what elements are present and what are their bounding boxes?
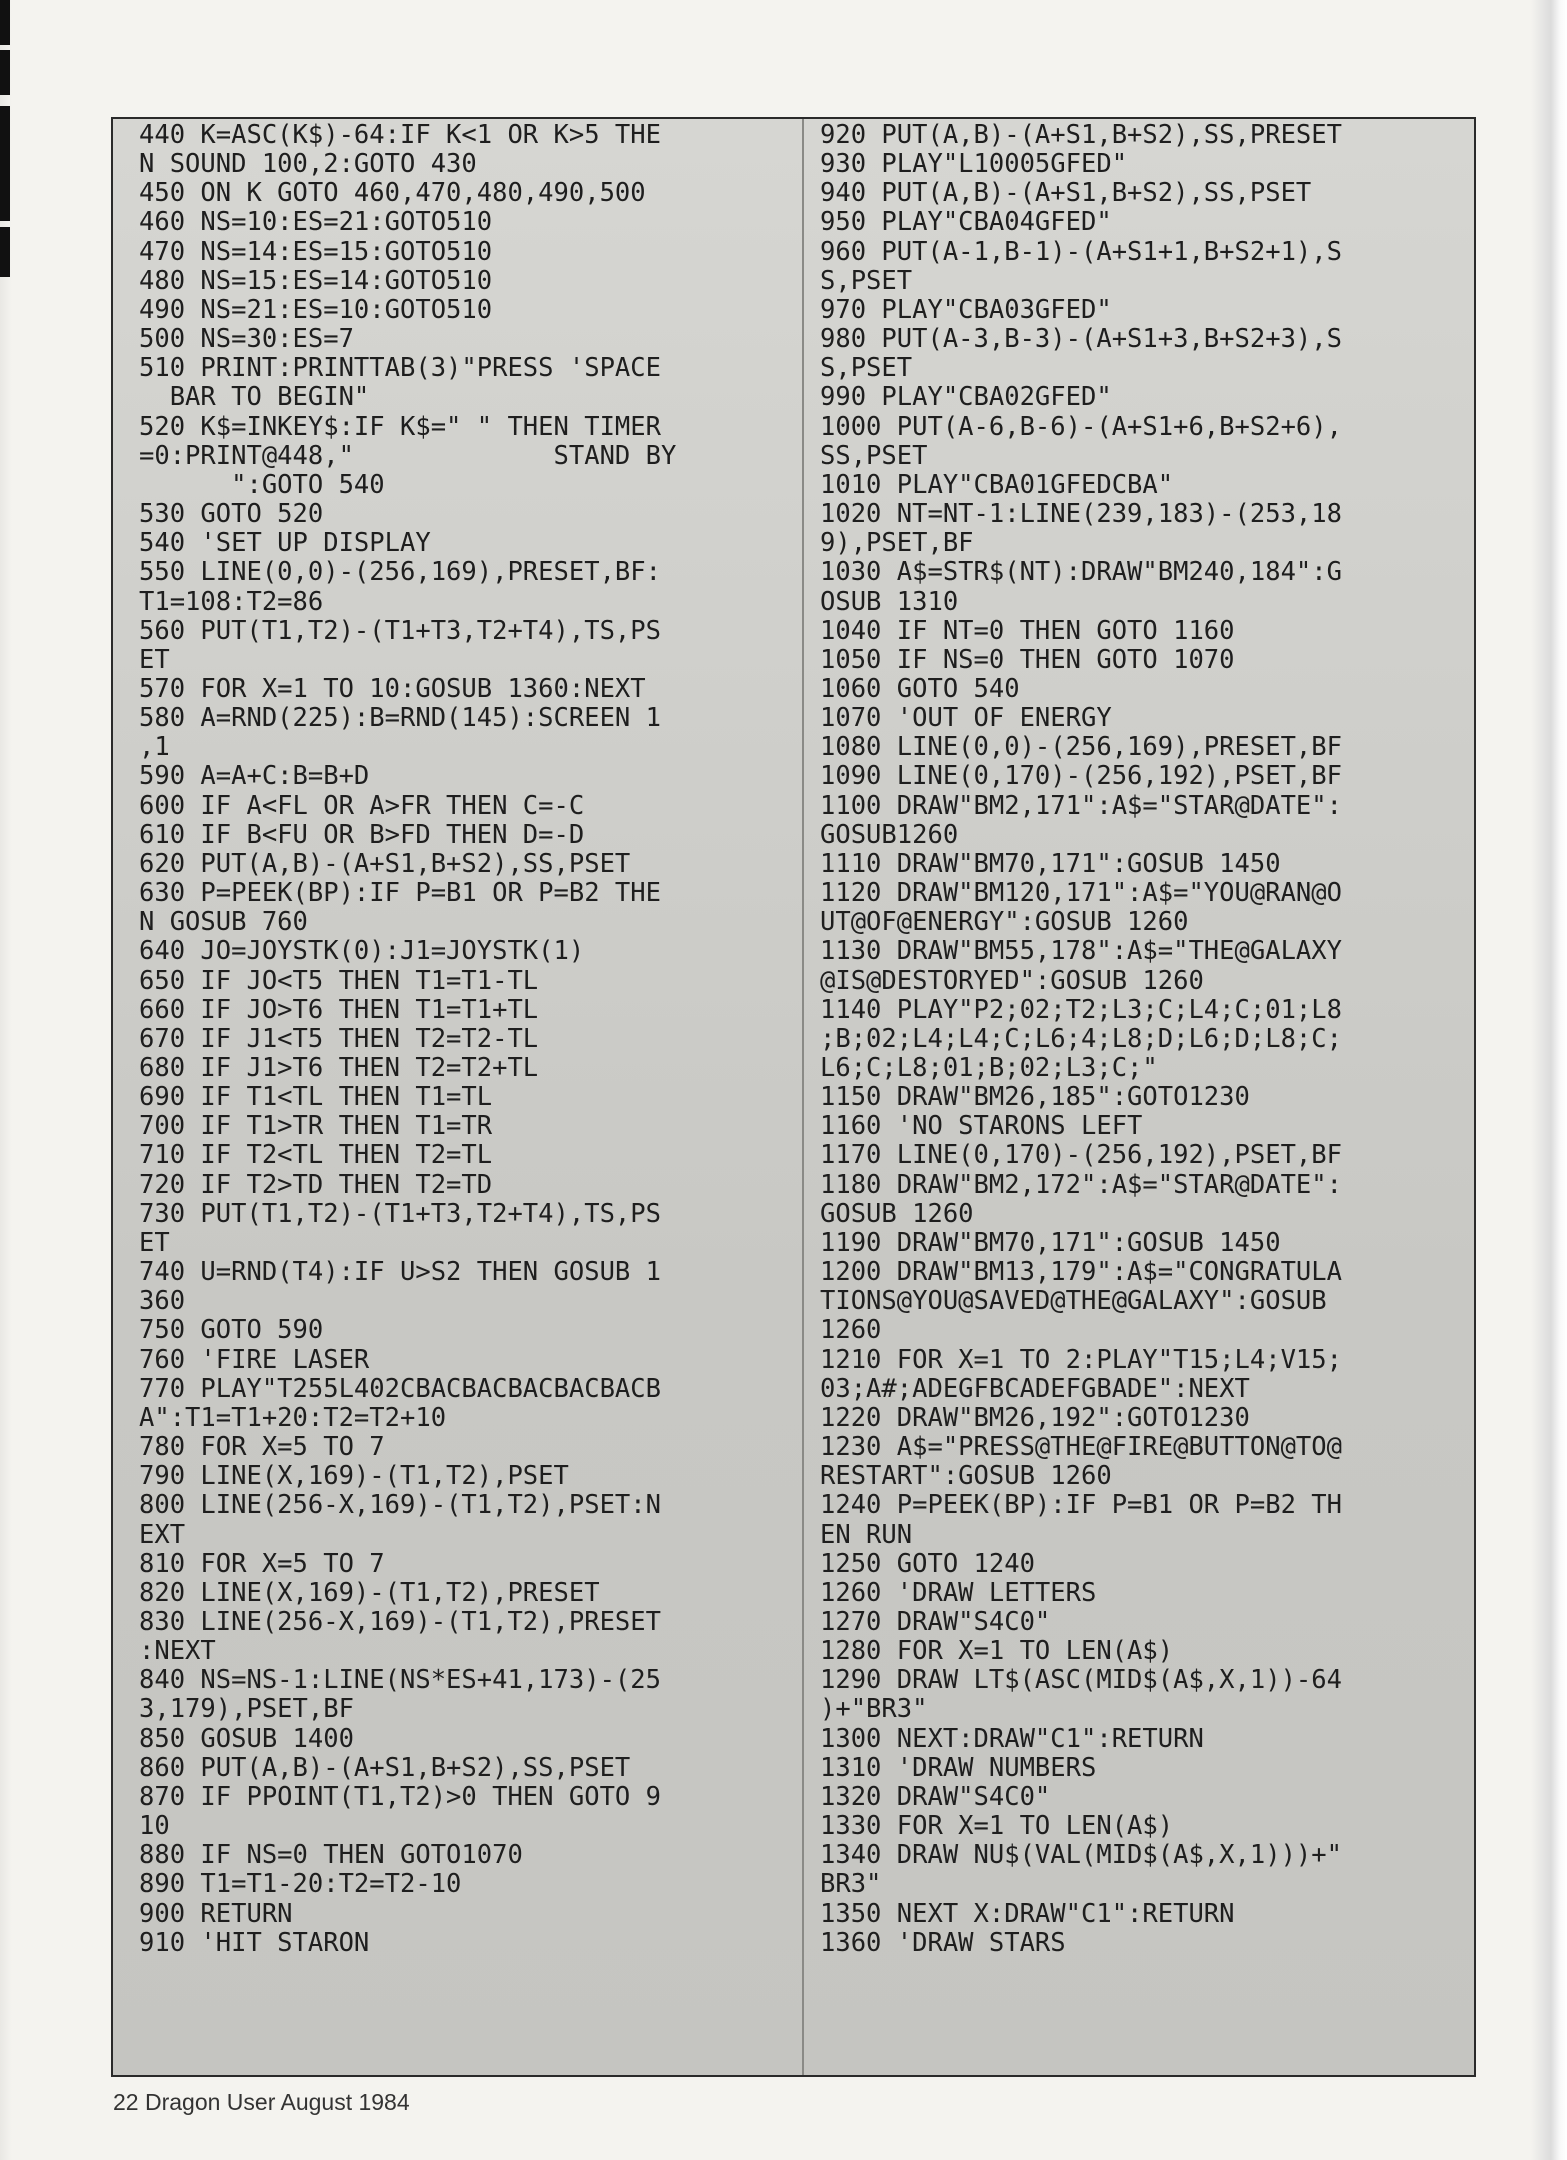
code-line: 450 ON K GOTO 460,470,480,490,500 (139, 178, 646, 209)
code-line: 520 K$=INKEY$:IF K$=" " THEN TIMER (139, 411, 661, 442)
code-line: 940 PUT(A,B)-(A+S1,B+S2),SS,PSET (820, 178, 1312, 209)
code-lines-left (139, 119, 792, 1958)
code-line: 580 A=RND(225):B=RND(145):SCREEN 1 (139, 703, 661, 734)
code-line: BAR TO BEGIN" (139, 382, 370, 413)
code-line: 540 'SET UP DISPLAY (139, 528, 431, 559)
code-line: ET (139, 644, 170, 675)
code-line: RESTART":GOSUB 1260 (820, 1461, 1112, 1492)
code-line: 500 NS=30:ES=7 (139, 324, 354, 355)
page-tab-marker (0, 227, 10, 277)
code-line: 750 GOTO 590 (139, 1315, 324, 1346)
code-lines-right (820, 119, 1466, 1958)
page-tab-marker (0, 50, 10, 95)
code-line: 1100 DRAW"BM2,171":A$="STAR@DATE": (820, 790, 1342, 821)
code-line: 510 PRINT:PRINTTAB(3)"PRESS 'SPACE (139, 353, 661, 384)
code-line: 870 IF PPOINT(T1,T2)>0 THEN GOTO 9 (139, 1781, 661, 1812)
code-line: 1360 'DRAW STARS (820, 1927, 1066, 1958)
code-line: 1260 'DRAW LETTERS (820, 1577, 1097, 1608)
code-line: 1350 NEXT X:DRAW"C1":RETURN (820, 1898, 1235, 1929)
code-line: GOSUB1260 (820, 819, 959, 850)
code-line: 700 IF T1>TR THEN T1=TR (139, 1111, 493, 1142)
listing-column-right (802, 119, 1476, 2075)
code-line: 10 (139, 1811, 170, 1842)
code-line: BR3" (820, 1869, 882, 1900)
code-line: 590 A=A+C:B=B+D (139, 761, 370, 792)
code-line: 770 PLAY"T255L402CBACBACBACBACBACB (139, 1373, 661, 1404)
page-tab-marker (0, 0, 10, 45)
code-line: =0:PRINT@448," STAND BY (139, 440, 677, 471)
code-line: 730 PUT(T1,T2)-(T1+T3,T2+T4),TS,PS (139, 1198, 661, 1229)
code-line: 3,179),PSET,BF (139, 1694, 354, 1725)
code-line: 1080 LINE(0,0)-(256,169),PRESET,BF (820, 732, 1342, 763)
code-line: ET (139, 1227, 170, 1258)
code-line: 680 IF J1>T6 THEN T2=T2+TL (139, 1053, 539, 1083)
code-line: 530 GOTO 520 (139, 499, 324, 530)
code-line: 1300 NEXT:DRAW"C1":RETURN (820, 1723, 1204, 1754)
code-line: 440 K=ASC(K$)-64:IF K<1 OR K>5 THE (139, 120, 661, 150)
code-line: 1270 DRAW"S4C0" (820, 1606, 1051, 1637)
code-line: :NEXT (139, 1636, 216, 1667)
code-line: 1230 A$="PRESS@THE@FIRE@BUTTON@TO@ (820, 1432, 1342, 1463)
code-line: 1330 FOR X=1 TO LEN(A$) (820, 1811, 1174, 1842)
code-line: 890 T1=T1-20:T2=T2-10 (139, 1869, 462, 1900)
code-line: 710 IF T2<TL THEN T2=TL (139, 1140, 493, 1171)
code-line: 920 PUT(A,B)-(A+S1,B+S2),SS,PRESET (820, 120, 1342, 150)
code-line: 650 IF JO<T5 THEN T1=T1-TL (139, 965, 539, 996)
code-line: 1110 DRAW"BM70,171":GOSUB 1450 (820, 848, 1281, 879)
code-line: 1130 DRAW"BM55,178":A$="THE@GALAXY (820, 936, 1342, 967)
code-line: 1210 FOR X=1 TO 2:PLAY"T15;L4;V15; (820, 1344, 1342, 1375)
code-line: 780 FOR X=5 TO 7 (139, 1432, 385, 1463)
code-line: 1170 LINE(0,170)-(256,192),PSET,BF (820, 1140, 1342, 1171)
code-line: 790 LINE(X,169)-(T1,T2),PSET (139, 1461, 569, 1492)
code-line: UT@OF@ENERGY":GOSUB 1260 (820, 907, 1189, 938)
code-line: 1180 DRAW"BM2,172":A$="STAR@DATE": (820, 1169, 1342, 1200)
code-line: 1030 A$=STR$(NT):DRAW"BM240,184":G (820, 557, 1342, 588)
code-line: 1060 GOTO 540 (820, 673, 1020, 704)
code-line: 720 IF T2>TD THEN T2=TD (139, 1169, 493, 1200)
code-line: A":T1=T1+20:T2=T2+10 (139, 1402, 447, 1433)
code-line: L6;C;L8;01;B;02;L3;C;" (820, 1053, 1158, 1083)
code-line: @IS@DESTORYED":GOSUB 1260 (820, 965, 1204, 996)
page-footer: 22 Dragon User August 1984 (113, 2089, 410, 2115)
code-line: 630 P=PEEK(BP):IF P=B1 OR P=B2 THE (139, 878, 661, 909)
code-line: 1000 PUT(A-6,B-6)-(A+S1+6,B+S2+6), (820, 411, 1342, 442)
code-line: S,PSET (820, 265, 913, 296)
code-line: 1290 DRAW LT$(ASC(MID$(A$,X,1))-64 (820, 1665, 1342, 1696)
code-line: OSUB 1310 (820, 586, 959, 617)
page-tab-marker (0, 106, 10, 221)
code-line: 740 U=RND(T4):IF U>S2 THEN GOSUB 1 (139, 1257, 661, 1288)
code-line: 970 PLAY"CBA03GFED" (820, 294, 1112, 325)
code-line: 850 GOSUB 1400 (139, 1723, 354, 1754)
code-line: EXT (139, 1519, 186, 1550)
code-line: 660 IF JO>T6 THEN T1=T1+TL (139, 994, 539, 1025)
code-line: 470 NS=14:ES=15:GOTO510 (139, 236, 493, 267)
code-line: 1310 'DRAW NUMBERS (820, 1752, 1097, 1783)
code-line: 1070 'OUT OF ENERGY (820, 703, 1112, 734)
code-line: 9),PSET,BF (820, 528, 974, 559)
code-line: 1190 DRAW"BM70,171":GOSUB 1450 (820, 1227, 1281, 1258)
code-line: ;B;02;L4;L4;C;L6;4;L8;D;L6;D;L8;C; (820, 1023, 1342, 1054)
code-line: 1220 DRAW"BM26,192":GOTO1230 (820, 1402, 1250, 1433)
code-line: 03;A#;ADEGFBCADEFGBADE":NEXT (820, 1373, 1250, 1404)
code-line: SS,PSET (820, 440, 928, 471)
code-line: 1140 PLAY"P2;02;T2;L3;C;L4;C;01;L8 (820, 994, 1342, 1025)
code-line: 1340 DRAW NU$(VAL(MID$(A$,X,1)))+" (820, 1840, 1342, 1871)
code-line: 1320 DRAW"S4C0" (820, 1781, 1051, 1812)
code-line: 480 NS=15:ES=14:GOTO510 (139, 265, 493, 296)
code-line: 960 PUT(A-1,B-1)-(A+S1+1,B+S2+1),S (820, 236, 1342, 267)
code-line: 460 NS=10:ES=21:GOTO510 (139, 207, 493, 238)
code-line: 950 PLAY"CBA04GFED" (820, 207, 1112, 238)
code-line: 760 'FIRE LASER (139, 1344, 370, 1375)
code-line: 810 FOR X=5 TO 7 (139, 1548, 385, 1579)
code-line: 640 JO=JOYSTK(0):J1=JOYSTK(1) (139, 936, 585, 967)
code-line: 930 PLAY"L10005GFED" (820, 149, 1128, 180)
code-line: 1160 'NO STARONS LEFT (820, 1111, 1143, 1142)
page-right-edge (1531, 0, 1567, 2160)
code-line: ":GOTO 540 (139, 469, 385, 500)
code-line: T1=108:T2=86 (139, 586, 324, 617)
code-line: 910 'HIT STARON (139, 1927, 370, 1958)
code-line: 800 LINE(256-X,169)-(T1,T2),PSET:N (139, 1490, 661, 1521)
code-line: 900 RETURN (139, 1898, 293, 1929)
code-line: 1010 PLAY"CBA01GFEDCBA" (820, 469, 1174, 500)
listing-column-left (113, 119, 802, 2075)
code-line: 600 IF A<FL OR A>FR THEN C=-C (139, 790, 585, 821)
code-line: 1120 DRAW"BM120,171":A$="YOU@RAN@O (820, 878, 1342, 909)
code-line: 1150 DRAW"BM26,185":GOTO1230 (820, 1082, 1250, 1113)
code-line: )+"BR3" (820, 1694, 928, 1725)
code-line: 820 LINE(X,169)-(T1,T2),PRESET (139, 1577, 600, 1608)
code-line: TIONS@YOU@SAVED@THE@GALAXY":GOSUB (820, 1286, 1327, 1317)
code-line: 980 PUT(A-3,B-3)-(A+S1+3,B+S2+3),S (820, 324, 1342, 355)
code-line: 880 IF NS=0 THEN GOTO1070 (139, 1840, 523, 1871)
code-line: 1020 NT=NT-1:LINE(239,183)-(253,18 (820, 499, 1342, 530)
listing-frame (111, 117, 1476, 2077)
code-line: 570 FOR X=1 TO 10:GOSUB 1360:NEXT (139, 673, 646, 704)
code-line: 1040 IF NT=0 THEN GOTO 1160 (820, 615, 1235, 646)
code-line: 990 PLAY"CBA02GFED" (820, 382, 1112, 413)
code-line: GOSUB 1260 (820, 1198, 974, 1229)
code-line: 840 NS=NS-1:LINE(NS*ES+41,173)-(25 (139, 1665, 661, 1696)
code-line: N SOUND 100,2:GOTO 430 (139, 149, 477, 180)
code-line: 1260 (820, 1315, 882, 1346)
code-line: 360 (139, 1286, 186, 1317)
code-line: N GOSUB 760 (139, 907, 308, 938)
code-line: ,1 (139, 732, 170, 763)
code-line: 670 IF J1<T5 THEN T2=T2-TL (139, 1023, 539, 1054)
code-line: 690 IF T1<TL THEN T1=TL (139, 1082, 493, 1113)
code-line: 1280 FOR X=1 TO LEN(A$) (820, 1636, 1174, 1667)
code-line: 830 LINE(256-X,169)-(T1,T2),PRESET (139, 1606, 661, 1637)
page-left-edge (0, 0, 12, 2160)
code-line: 490 NS=21:ES=10:GOTO510 (139, 294, 493, 325)
code-line: EN RUN (820, 1519, 913, 1550)
code-line: 1240 P=PEEK(BP):IF P=B1 OR P=B2 TH (820, 1490, 1342, 1521)
code-line: S,PSET (820, 353, 913, 384)
code-line: 1200 DRAW"BM13,179":A$="CONGRATULA (820, 1257, 1342, 1288)
code-line: 1090 LINE(0,170)-(256,192),PSET,BF (820, 761, 1342, 792)
code-line: 560 PUT(T1,T2)-(T1+T3,T2+T4),TS,PS (139, 615, 661, 646)
code-line: 550 LINE(0,0)-(256,169),PRESET,BF: (139, 557, 661, 588)
code-line: 610 IF B<FU OR B>FD THEN D=-D (139, 819, 585, 850)
code-line: 620 PUT(A,B)-(A+S1,B+S2),SS,PSET (139, 848, 631, 879)
code-line: 1250 GOTO 1240 (820, 1548, 1035, 1579)
code-line: 860 PUT(A,B)-(A+S1,B+S2),SS,PSET (139, 1752, 631, 1783)
code-line: 1050 IF NS=0 THEN GOTO 1070 (820, 644, 1235, 675)
